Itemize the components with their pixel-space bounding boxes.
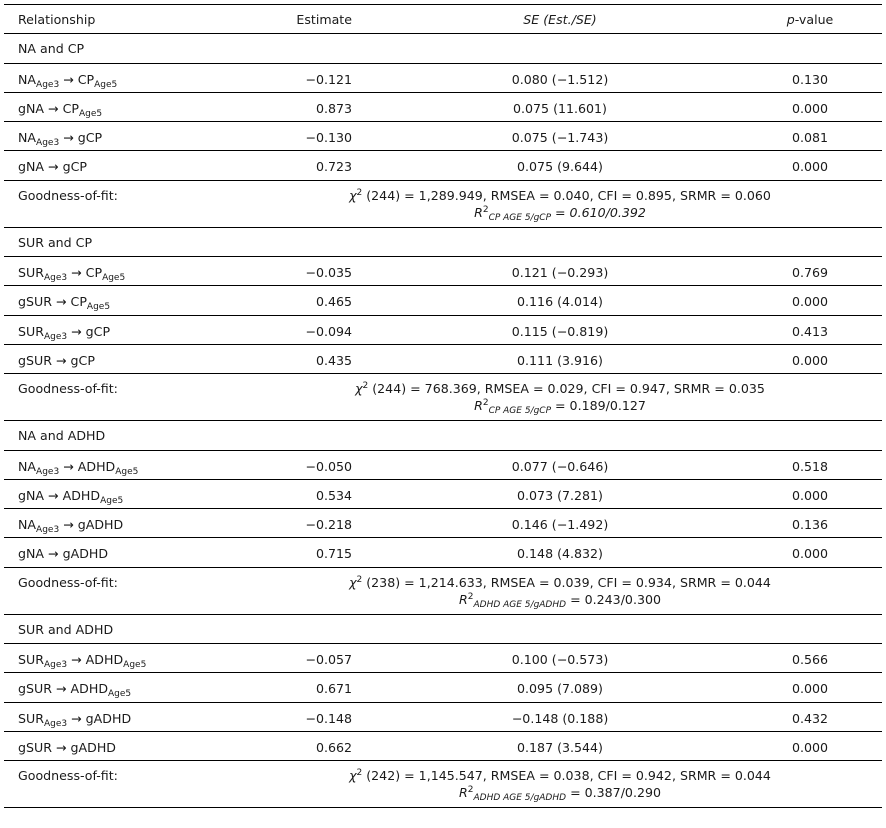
predictor-label: NA (18, 517, 37, 532)
predictor-label: SUR (18, 652, 44, 667)
chi-df: (238) (362, 575, 405, 590)
section-title: NA and CP (18, 41, 85, 56)
table-bottom-rule (4, 807, 882, 808)
section-title-row (0, 615, 886, 645)
outcome-subscript: Age5 (108, 689, 132, 699)
predictor-label: gSUR (18, 294, 52, 309)
chi-superscript: 2 (356, 575, 363, 585)
p-value-cell: 0.000 (791, 740, 829, 755)
outcome-label: gCP (70, 353, 95, 368)
predictor-subscript: Age3 (43, 719, 68, 729)
p-value-cell: 0.000 (791, 488, 829, 503)
outcome-label: gCP (62, 159, 87, 174)
outcome-subscript: Age5 (100, 496, 124, 506)
estimate-cell: 0.873 (315, 101, 352, 116)
outcome-label: gADHD (70, 740, 117, 755)
gof-stats (260, 380, 860, 414)
table-row (0, 644, 886, 673)
se-cell: 0.115 (−0.819) (511, 324, 609, 339)
table-row (0, 64, 886, 93)
p-value-cell: 0.769 (791, 265, 829, 280)
r-superscript: 2 (467, 785, 474, 795)
predictor-label: SUR (18, 324, 44, 339)
estimate-cell: −0.148 (305, 711, 352, 726)
predictor-label: NA (18, 130, 37, 145)
se-cell: −0.148 (0.188) (511, 711, 609, 726)
r-symbol: R (474, 398, 483, 413)
header-p-letter: p (786, 12, 795, 27)
section-title: SUR and CP (18, 235, 93, 250)
gof-r-squared-line (260, 591, 860, 608)
gof-label: Goodness-of-fit: (18, 381, 118, 396)
r-value: = 0.189/0.127 (551, 398, 646, 413)
arrow-icon: → (44, 546, 63, 561)
se-cell: 0.146 (−1.492) (511, 517, 609, 532)
chi-df: (244) (362, 188, 405, 203)
table-row (0, 93, 886, 122)
predictor-label: gSUR (18, 740, 52, 755)
table-row (0, 257, 886, 286)
predictor-label: gSUR (18, 353, 52, 368)
goodness-of-fit-row (0, 374, 886, 421)
p-value-cell: 0.000 (791, 101, 829, 116)
predictor-subscript: Age3 (36, 467, 60, 477)
estimate-cell: −0.218 (305, 517, 352, 532)
relationship-cell (18, 265, 126, 283)
outcome-label: ADHD (70, 681, 109, 696)
relationship-cell (18, 546, 108, 561)
table-row (0, 122, 886, 151)
estimate-cell: 0.671 (315, 681, 352, 696)
estimate-cell: −0.130 (305, 130, 352, 145)
predictor-label: gNA (18, 159, 45, 174)
goodness-of-fit-row (0, 181, 886, 228)
section-title: SUR and ADHD (18, 622, 114, 637)
fit-indices: = 1,145.547, RMSEA = 0.038, CFI = 0.942, SRMR = 0.044 (404, 768, 771, 783)
relationship-cell (18, 101, 103, 119)
estimate-cell: −0.094 (305, 324, 352, 339)
outcome-subscript: Age5 (94, 80, 118, 90)
outcome-label: ADHD (77, 459, 116, 474)
arrow-icon: → (51, 353, 71, 368)
section-title-row (0, 228, 886, 258)
gof-label: Goodness-of-fit: (18, 575, 118, 590)
estimate-cell: −0.050 (305, 459, 352, 474)
relationship-cell (18, 72, 118, 90)
se-cell: 0.095 (7.089) (517, 681, 603, 696)
chi-superscript: 2 (356, 188, 363, 198)
chi-symbol: χ (349, 575, 357, 590)
outcome-subscript: Age5 (102, 273, 126, 283)
table-row (0, 151, 886, 180)
predictor-subscript: Age3 (43, 660, 68, 670)
p-value-cell: 0.518 (791, 459, 829, 474)
outcome-label: CP (70, 294, 87, 309)
arrow-icon: → (44, 101, 63, 116)
relationship-cell (18, 681, 132, 699)
estimate-cell: 0.465 (315, 294, 352, 309)
p-value-cell: 0.000 (791, 546, 829, 561)
estimate-cell: 0.723 (315, 159, 352, 174)
arrow-icon: → (51, 740, 71, 755)
predictor-subscript: Age3 (36, 80, 60, 90)
relationship-cell (18, 324, 111, 342)
header-p-value (746, 12, 874, 27)
p-value-cell: 0.000 (791, 294, 829, 309)
se-cell: 0.121 (−0.293) (511, 265, 609, 280)
gof-r-squared-line (260, 784, 860, 801)
relationship-cell (18, 740, 116, 755)
predictor-label: gNA (18, 488, 45, 503)
outcome-subscript: Age5 (86, 302, 111, 312)
gof-label: Goodness-of-fit: (18, 768, 118, 783)
p-value-cell: 0.566 (791, 652, 829, 667)
estimate-cell: 0.715 (315, 546, 352, 561)
p-value-cell: 0.000 (791, 159, 829, 174)
goodness-of-fit-row (0, 761, 886, 808)
se-cell: 0.073 (7.281) (517, 488, 603, 503)
fit-indices: = 1,289.949, RMSEA = 0.040, CFI = 0.895, SRMR = 0.060 (404, 188, 771, 203)
predictor-label: gNA (18, 101, 45, 116)
arrow-icon: → (51, 681, 71, 696)
chi-df: (242) (362, 768, 405, 783)
section-title-row (0, 34, 886, 64)
header-relationship: Relationship (18, 12, 96, 27)
gof-stats (260, 187, 860, 221)
chi-symbol: χ (355, 381, 363, 396)
r-symbol: R (458, 592, 468, 607)
arrow-icon: → (67, 652, 86, 667)
arrow-icon: → (44, 159, 63, 174)
p-value-cell: 0.432 (791, 711, 829, 726)
table-row (0, 451, 886, 480)
outcome-label: CP (77, 72, 95, 87)
arrow-icon: → (59, 130, 78, 145)
outcome-label: ADHD (85, 652, 124, 667)
se-cell: 0.075 (−1.743) (511, 130, 609, 145)
se-cell: 0.080 (−1.512) (511, 72, 609, 87)
chi-symbol: χ (349, 188, 357, 203)
table-row (0, 509, 886, 538)
r-superscript: 2 (482, 205, 489, 215)
chi-symbol: χ (349, 768, 357, 783)
gof-r-squared-line (260, 204, 860, 221)
predictor-label: gSUR (18, 681, 52, 696)
p-value-cell: 0.000 (791, 681, 829, 696)
se-cell: 0.187 (3.544) (517, 740, 603, 755)
p-value-cell: 0.413 (791, 324, 829, 339)
arrow-icon: → (44, 488, 63, 503)
r-value: = 0.387/0.290 (566, 785, 661, 800)
outcome-label: gADHD (77, 517, 124, 532)
r-subscript: ADHD AGE 5/gADHD (473, 600, 567, 610)
se-cell: 0.100 (−0.573) (511, 652, 609, 667)
section-title-row (0, 421, 886, 451)
r-symbol: R (458, 785, 468, 800)
estimate-cell: 0.435 (315, 353, 352, 368)
r-subscript: ADHD AGE 5/gADHD (473, 793, 567, 803)
p-value-cell: 0.081 (791, 130, 829, 145)
predictor-label: SUR (18, 711, 44, 726)
gof-chi-square-line (260, 380, 860, 397)
outcome-label: gADHD (85, 711, 132, 726)
predictor-subscript: Age3 (43, 332, 68, 342)
predictor-label: gNA (18, 546, 45, 561)
outcome-label: gCP (85, 324, 111, 339)
goodness-of-fit-row (0, 568, 886, 615)
r-superscript: 2 (482, 398, 489, 408)
estimate-cell: −0.121 (305, 72, 352, 87)
predictor-subscript: Age3 (43, 273, 68, 283)
arrow-icon: → (59, 517, 78, 532)
r-subscript: CP AGE 5/gCP (488, 406, 551, 416)
table-header-row (0, 4, 886, 34)
r-subscript: CP AGE 5/gCP (488, 213, 551, 223)
se-cell: 0.075 (11.601) (513, 101, 607, 116)
relationship-cell (18, 353, 95, 368)
header-se: SE (Est./SE) (523, 12, 597, 27)
outcome-subscript: Age5 (115, 467, 139, 477)
relationship-cell (18, 711, 132, 729)
se-cell: 0.116 (4.014) (517, 294, 603, 309)
estimate-cell: 0.534 (315, 488, 352, 503)
predictor-label: NA (18, 72, 37, 87)
se-cell: 0.148 (4.832) (517, 546, 603, 561)
arrow-icon: → (67, 265, 86, 280)
r-superscript: 2 (467, 592, 474, 602)
r-symbol: R (474, 205, 483, 220)
arrow-icon: → (59, 72, 78, 87)
chi-superscript: 2 (356, 768, 363, 778)
se-cell: 0.075 (9.644) (517, 159, 603, 174)
table-row (0, 673, 886, 702)
predictor-label: NA (18, 459, 37, 474)
gof-stats (260, 574, 860, 608)
gof-chi-square-line (260, 767, 860, 784)
table-row (0, 286, 886, 315)
gof-chi-square-line (260, 187, 860, 204)
gof-label: Goodness-of-fit: (18, 188, 118, 203)
outcome-label: ADHD (62, 488, 101, 503)
arrow-icon: → (67, 324, 86, 339)
fit-indices: = 1,214.633, RMSEA = 0.039, CFI = 0.934, SRMR = 0.044 (404, 575, 771, 590)
table-row (0, 345, 886, 374)
arrow-icon: → (67, 711, 86, 726)
arrow-icon: → (59, 459, 78, 474)
outcome-subscript: Age5 (78, 109, 103, 119)
gof-r-squared-line (260, 397, 860, 414)
gof-stats (260, 767, 860, 801)
header-p-suffix: -value (794, 12, 834, 27)
r-value: = 0.243/0.300 (566, 592, 661, 607)
chi-superscript: 2 (362, 381, 369, 391)
relationship-cell (18, 488, 124, 506)
se-cell: 0.111 (3.916) (517, 353, 603, 368)
predictor-subscript: Age3 (36, 525, 60, 535)
outcome-label: CP (62, 101, 79, 116)
table-row (0, 316, 886, 345)
fit-indices: = 768.369, RMSEA = 0.029, CFI = 0.947, SRMR = 0.035 (410, 381, 765, 396)
table-row (0, 538, 886, 567)
gof-chi-square-line (260, 574, 860, 591)
r-value: = 0.610/0.392 (551, 205, 646, 220)
outcome-label: CP (85, 265, 103, 280)
table-row (0, 703, 886, 732)
arrow-icon: → (51, 294, 71, 309)
outcome-subscript: Age5 (123, 660, 147, 670)
chi-df: (244) (368, 381, 411, 396)
p-value-cell: 0.136 (791, 517, 829, 532)
relationship-cell (18, 459, 139, 477)
header-estimate: Estimate (296, 12, 352, 27)
predictor-subscript: Age3 (36, 138, 60, 148)
relationship-cell (18, 652, 147, 670)
relationship-cell (18, 159, 87, 174)
estimate-cell: −0.057 (305, 652, 352, 667)
outcome-label: gCP (77, 130, 103, 145)
estimate-cell: −0.035 (305, 265, 352, 280)
estimate-cell: 0.662 (315, 740, 352, 755)
p-value-cell: 0.130 (791, 72, 829, 87)
outcome-label: gADHD (62, 546, 109, 561)
p-value-cell: 0.000 (791, 353, 829, 368)
section-title: NA and ADHD (18, 428, 106, 443)
se-cell: 0.077 (−0.646) (511, 459, 609, 474)
table-row (0, 480, 886, 509)
predictor-label: SUR (18, 265, 44, 280)
relationship-cell (18, 130, 103, 148)
relationship-cell (18, 294, 111, 312)
table-row (0, 732, 886, 761)
relationship-cell (18, 517, 124, 535)
